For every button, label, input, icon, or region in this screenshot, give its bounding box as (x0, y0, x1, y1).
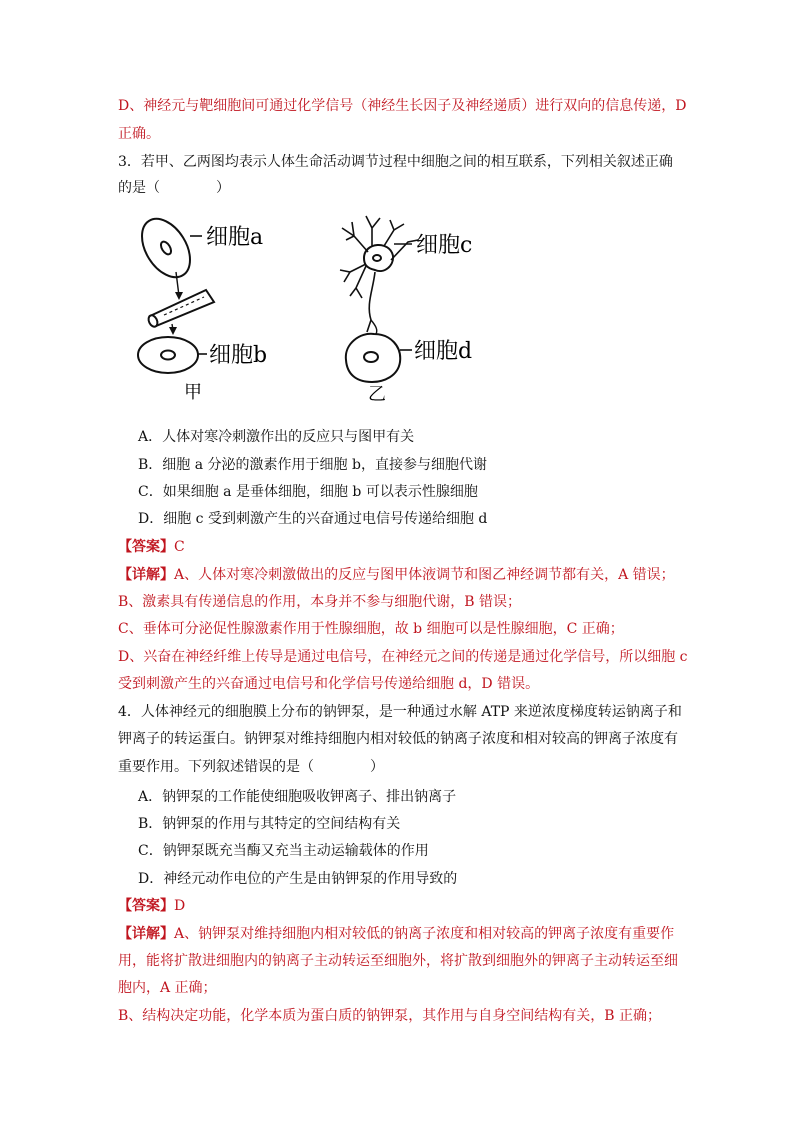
q3-detail-line-3: C、垂体可分泌促性腺激素作用于性腺细胞，故 b 细胞可以是性腺细胞，C 正确； (118, 621, 624, 637)
q4-answer-tag: 【答案】 (118, 898, 174, 914)
q4-answer-value: D (174, 898, 186, 914)
q3-detail-tag: 【详解】 (118, 567, 174, 583)
cell-a-shape (132, 212, 200, 286)
q3-answer-value: C (174, 539, 185, 555)
label-cell-b: 细胞b (209, 343, 268, 368)
q3-option-c: C．如果细胞 a 是垂体细胞，细胞 b 可以表示性腺细胞 (138, 484, 478, 500)
q3-stem-line-1: 3．若甲、乙两图均表示人体生命活动调节过程中细胞之间的相互联系，下列相关叙述正确 (118, 154, 673, 170)
caption-left: 甲 (184, 382, 202, 403)
q4-option-d: D．神经元动作电位的产生是由钠钾泵的作用导致的 (138, 871, 458, 887)
q4-stem-line-1: 4．人体神经元的细胞膜上分布的钠钾泵，是一种通过水解 ATP 来逆浓度梯度转运钠离子和 (118, 704, 682, 720)
label-cell-a: 细胞a (206, 225, 264, 250)
label-cell-d: 细胞d (414, 339, 473, 364)
q4-stem-line-2: 钾离子的转运蛋白。钠钾泵对维持细胞内相对较低的钠离子浓度和相对较高的钾离子浓度有 (118, 731, 678, 747)
q3-option-b: B．细胞 a 分泌的激素作用于细胞 b，直接参与细胞代谢 (138, 457, 487, 473)
q3-figure (128, 212, 500, 407)
cell-c-body (364, 245, 393, 271)
q4-option-c: C．钠钾泵既充当酶又充当主动运输载体的作用 (138, 843, 429, 859)
q4-option-b: B．钠钾泵的作用与其特定的空间结构有关 (138, 816, 401, 832)
intro-line-1: D、神经元与靶细胞间可通过化学信号（神经生长因子及神经递质）进行双向的信息传递，D (118, 98, 687, 114)
q3-option-a: A．人体对寒冷刺激作出的反应只与图甲有关 (138, 429, 415, 445)
q4-detail-line-4: B、结构决定功能，化学本质为蛋白质的钠钾泵，其作用与自身空间结构有关，B 正确； (118, 1008, 662, 1024)
q4-detail-text-1: A、钠钾泵对维持细胞内相对较低的钠离子浓度和相对较高的钾离子浓度有重要作 (174, 926, 675, 942)
intro-line-2: 正确。 (118, 126, 160, 142)
q3-answer-tag: 【答案】 (118, 539, 174, 555)
q4-detail-line-3: 胞内，A 正确； (118, 980, 217, 996)
cell-b-shape (138, 337, 198, 373)
q3-stem-line-2: 的是（ ） (118, 180, 230, 196)
q4-stem-line-3: 重要作用。下列叙述错误的是（ ） (118, 759, 384, 775)
caption-right: 乙 (368, 384, 386, 405)
q3-detail-line-5: 受到刺激产生的兴奋通过电信号和化学信号传递给细胞 d，D 错误。 (118, 676, 540, 692)
q3-detail-line-2: B、激素具有传递信息的作用，本身并不参与细胞代谢，B 错误； (118, 594, 522, 610)
q4-option-a: A．钠钾泵的工作能使细胞吸收钾离子、排出钠离子 (138, 789, 457, 805)
q3-detail-text-1: A、人体对寒冷刺激做出的反应与图甲体液调节和图乙神经调节都有关，A 错误； (174, 567, 675, 583)
q4-detail-tag: 【详解】 (118, 926, 174, 942)
q4-detail-line-2: 用，能将扩散进细胞内的钠离子主动转运至细胞外，将扩散到细胞外的钾离子主动转运至细 (118, 953, 678, 969)
q4-answer (118, 896, 185, 916)
q3-option-d: D．细胞 c 受到刺激产生的兴奋通过电信号传递给细胞 d (138, 511, 488, 527)
cell-d-body (346, 334, 400, 382)
q3-detail-line-1 (118, 565, 675, 585)
q3-detail-line-4: D、兴奋在神经纤维上传导是通过电信号，在神经元之间的传递是通过化学信号，所以细胞 c (118, 649, 688, 665)
label-cell-c: 细胞c (416, 233, 473, 258)
q4-detail-line-1 (118, 924, 674, 944)
q3-answer (118, 537, 185, 557)
